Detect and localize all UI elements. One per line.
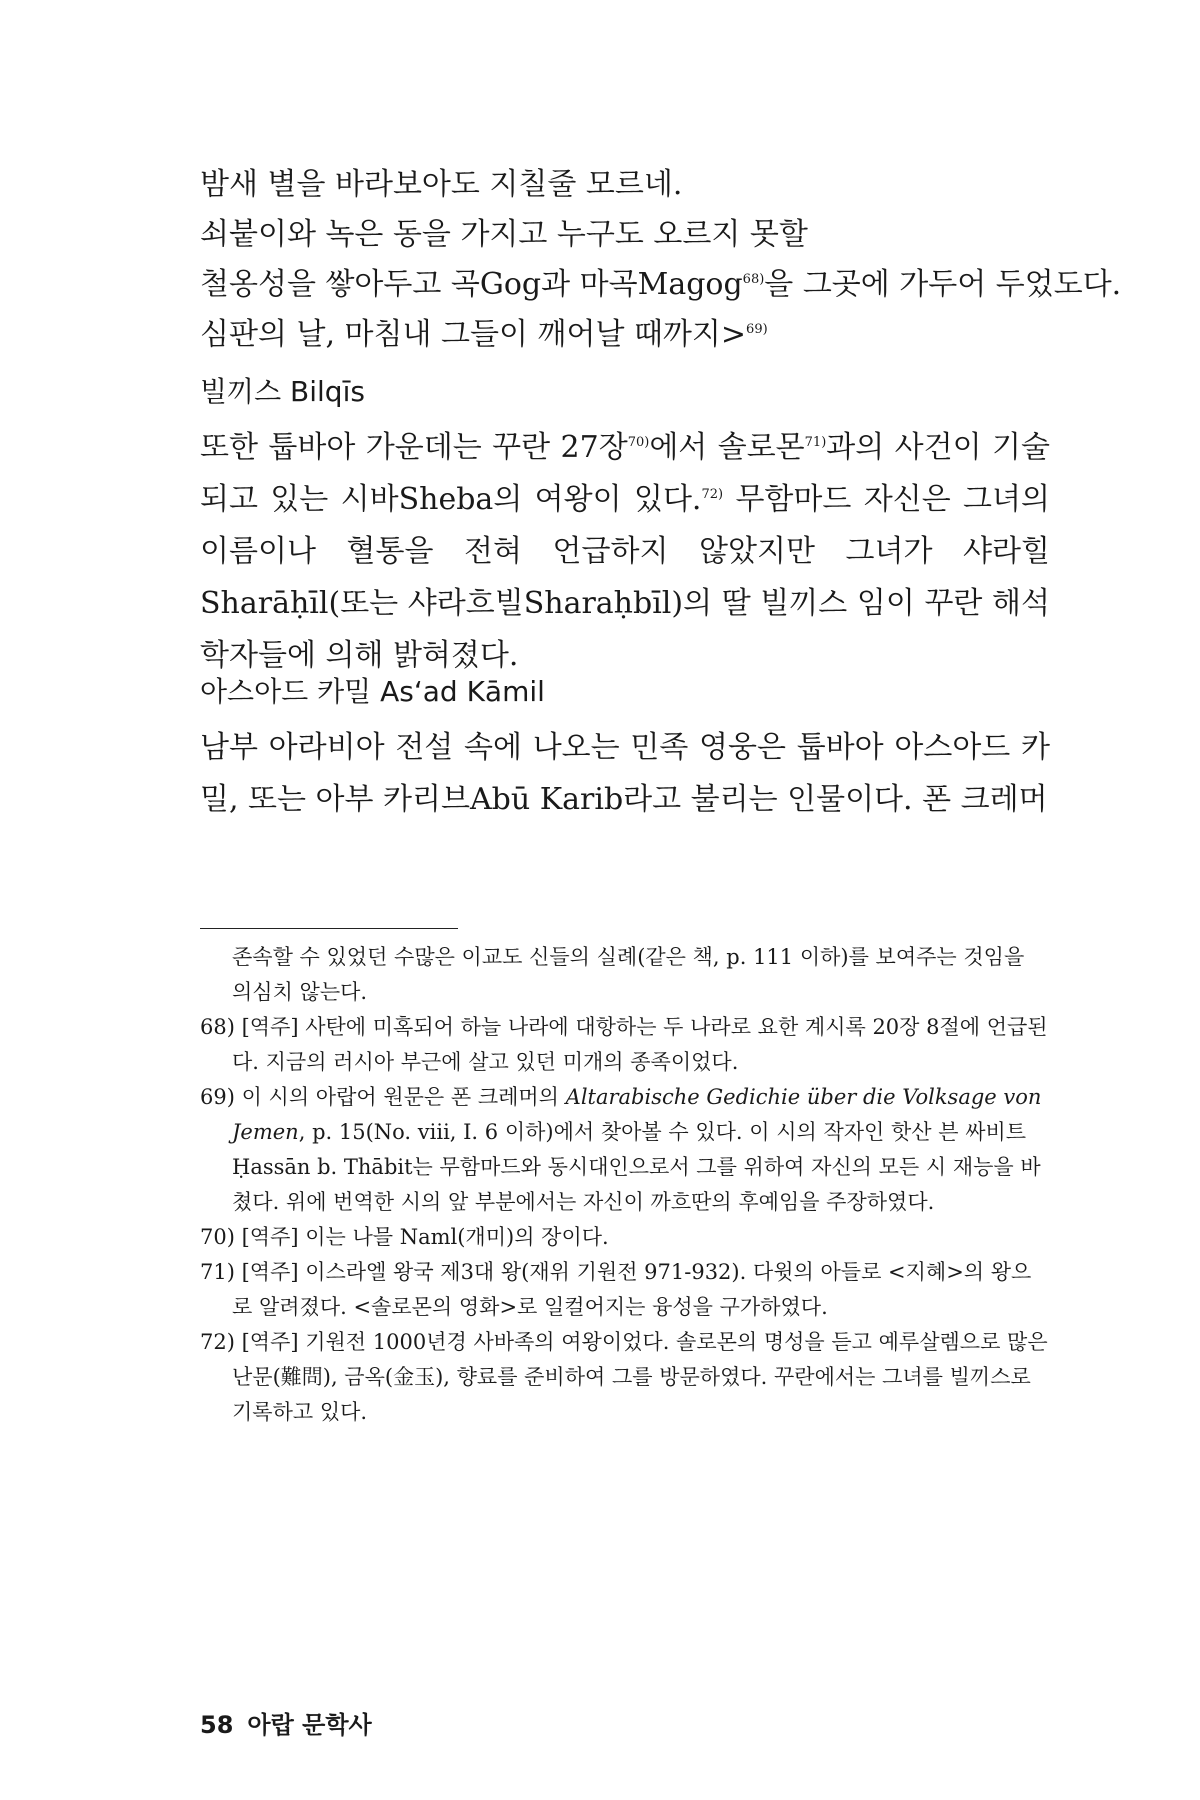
text-run: , p. 15(No. viii, I. 6 이하)에서 찾아볼 수 있다. 이 시의 작자인 핫산 븐 싸비트Ḥassān b. Thābit는 무함마드와 동시대인으로서 그를 위하여 자신의 모든 시 재능을 바쳤다. 위에 번역한 시의 앞 부분에서는 자신이 까흐딴의 후예임을 주장하였다.	[232, 1120, 1041, 1214]
footnote-71: 71) [역주] 이스라엘 왕국 제3대 왕(재위 기원전 971-932). 다윗의 아들로 <지혜>의 왕으로 알려졌다. <솔로몬의 영화>로 일컬어지는 융성을 구가하였다.	[200, 1260, 1032, 1319]
footnotes	[200, 940, 1050, 1430]
footnote-ref: 72)	[701, 487, 724, 502]
footnote-ref: 68)	[742, 272, 765, 287]
footnote-ref: 71)	[804, 435, 827, 450]
footnote-68: 68) [역주] 사탄에 미혹되어 하늘 나라에 대항하는 두 나라로 요한 계시록 20장 8절에 언급된다. 지금의 러시아 부근에 살고 있던 미개의 종족이었다.	[200, 1015, 1048, 1074]
footnote-70: 70) [역주] 이는 나믈 Naml(개미)의 장이다.	[200, 1225, 609, 1249]
text-run: 과의 사건이 기술되고 있는 시바Sheba의 여왕이 있다.	[200, 430, 1051, 517]
footnote-69	[200, 1080, 1050, 1220]
poem-line-text: 밤새 별을 바라보아도 지칠줄 모르네.	[200, 167, 683, 202]
text-run: 무함마드 자신은 그녀의 이름이나 혈통을 전혀 언급하지 않았지만 그녀가 샤라힐Sharāḥīl(또는 샤라흐빌Sharaḥbīl)의 딸 빌끼스 임이 꾸란 해석학자들에 의해 밝혀졌다.	[200, 482, 1050, 673]
footnote-72: 72) [역주] 기원전 1000년경 사바족의 여왕이었다. 솔로몬의 명성을 듣고 예루살렘으로 많은 난문(難問), 금옥(金玉), 향료를 준비하여 그를 방문하였다. 꾸란에서는 그녀를 빌끼스로 기록하고 있다.	[200, 1330, 1048, 1424]
poem-line-text: 심판의 날, 마침내 그들이 깨어날 때까지>	[200, 317, 747, 352]
footnote-ref: 69)	[746, 322, 768, 337]
section-title: 빌끼스 Bilqīs	[200, 375, 365, 408]
poem-line	[200, 310, 1050, 360]
page-footer	[200, 1705, 386, 1740]
poem-line	[200, 210, 1050, 260]
section-title: 아스아드 카밀 As‘ad Kāmil	[200, 675, 545, 708]
text-run: 또한 툽바아 가운데는 꾸란 27장	[200, 430, 628, 465]
paragraph: 남부 아라비아 전설 속에 나오는 민족 영웅은 툽바아 아스아드 카밀, 또는 아부 카리브Abū Karib라고 불리는 인물이다. 폰 크레머	[200, 730, 1050, 817]
section-asad-kamil	[200, 668, 1050, 826]
footnote-divider	[200, 928, 458, 929]
text-run: 에서 솔로몬	[649, 430, 805, 465]
text-run: 69) 이 시의 아랍어 원문은 폰 크레머의	[200, 1085, 566, 1109]
paragraph	[200, 422, 1050, 682]
poem-line	[200, 260, 1122, 310]
footnote-ref: 70)	[627, 435, 650, 450]
poem-line-text: 쇠붙이와 녹은 동을 가지고 누구도 오르지 못할	[200, 217, 808, 252]
poem-line-text: 을 그곳에 가두어 두었도다.	[764, 267, 1122, 302]
page-number: 58	[200, 1711, 234, 1739]
cited-title: Altarabische Gedichie über die Volksage von Jemen	[232, 1085, 1042, 1144]
poem-line	[200, 160, 1050, 210]
poem	[200, 160, 1122, 360]
footnote-continued: 존속할 수 있었던 수많은 이교도 신들의 실례(같은 책, p. 111 이하)를 보여주는 것임을 의심치 않는다.	[232, 945, 1025, 1004]
section-bilqis	[200, 368, 1050, 682]
book-title: 아랍 문학사	[247, 1711, 372, 1739]
poem-line-text: 철옹성을 쌓아두고 곡Gog과 마곡Magog	[200, 267, 743, 302]
